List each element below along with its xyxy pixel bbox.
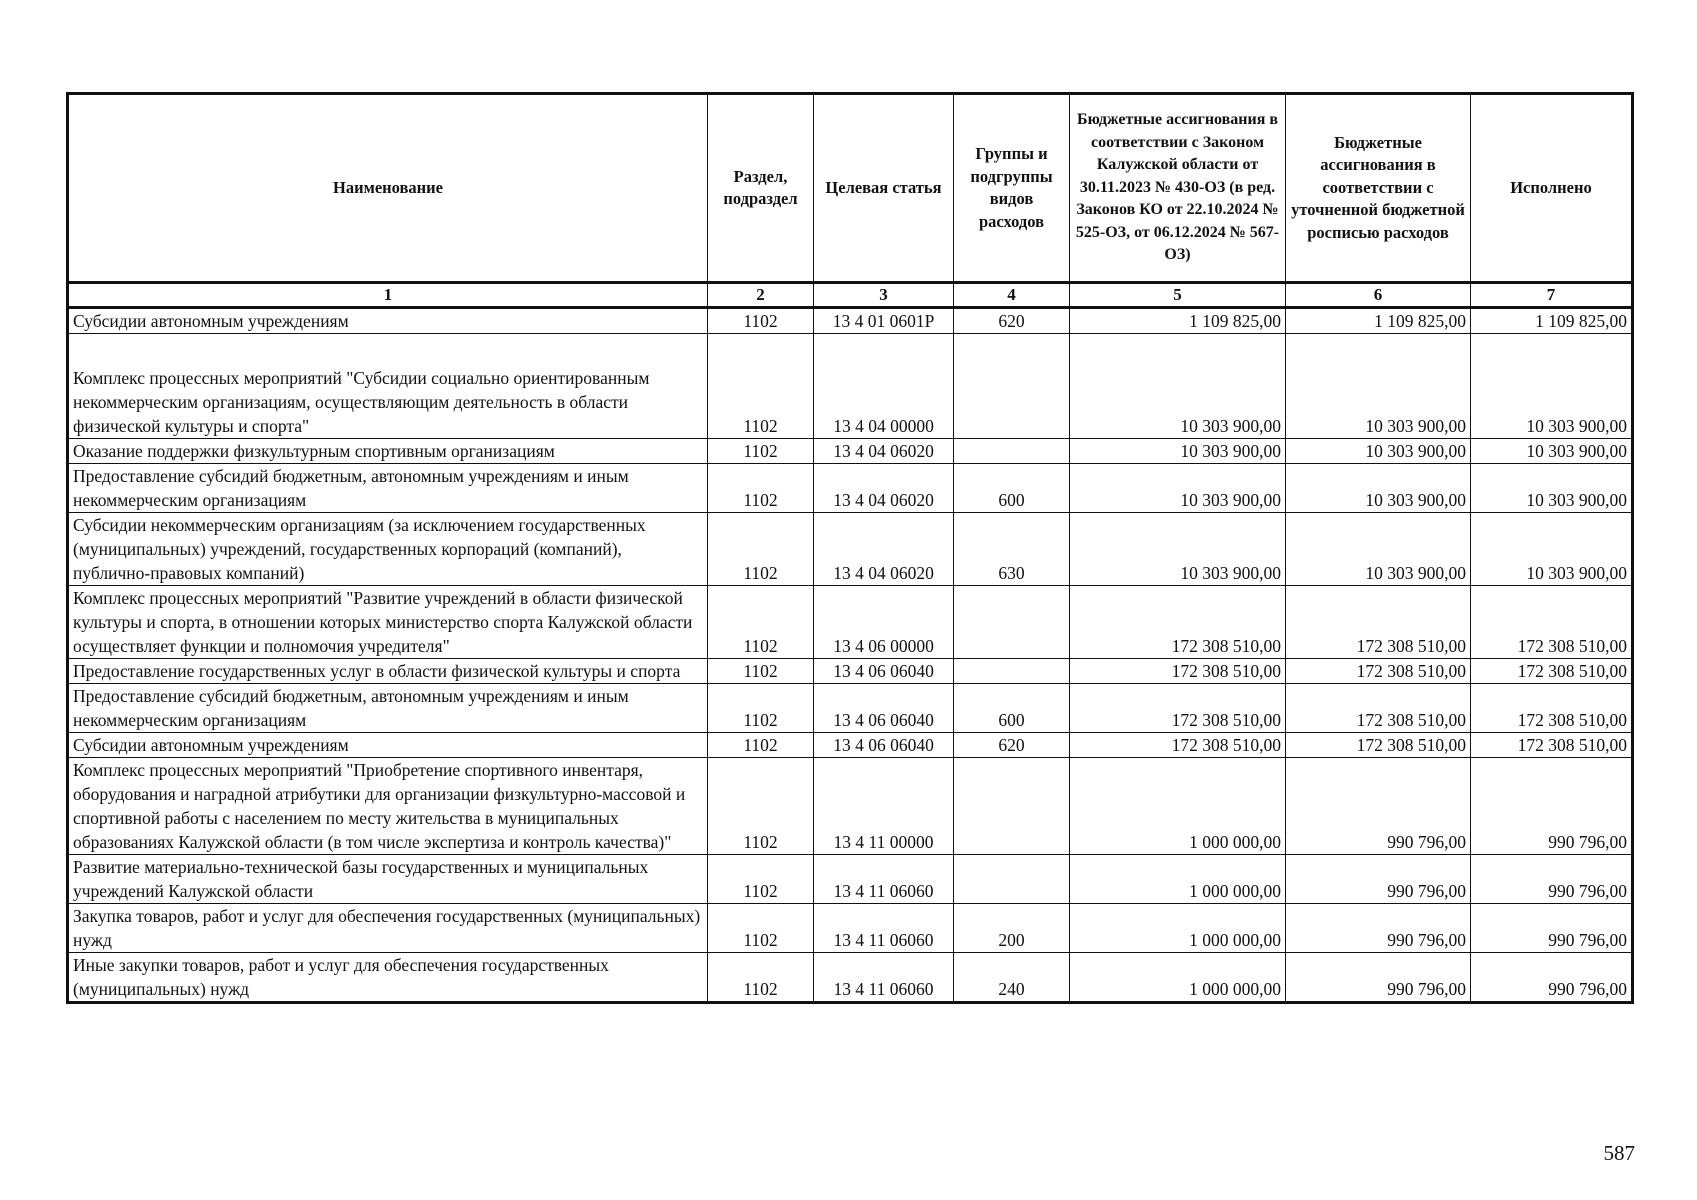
row-target: 13 4 04 06020 — [814, 513, 954, 586]
row-name: Предоставление субсидий бюджетным, автономным учреждениям и иным некоммерческим организациям — [68, 464, 708, 513]
row-name: Предоставление субсидий бюджетным, автономным учреждениям и иным некоммерческим организациям — [68, 684, 708, 733]
row-name: Комплекс процессных мероприятий "Субсидии социально ориентированным некоммерческим организациям, осуществляющим деятельность в области физической культуры и спорта" — [68, 334, 708, 439]
row-executed-amount: 10 303 900,00 — [1471, 439, 1633, 464]
table-row — [68, 586, 1633, 659]
row-section: 1102 — [708, 953, 814, 1003]
column-number: 1 — [68, 283, 708, 308]
row-schedule-amount: 172 308 510,00 — [1286, 684, 1471, 733]
row-law-amount: 10 303 900,00 — [1070, 464, 1286, 513]
column-number: 2 — [708, 283, 814, 308]
row-target: 13 4 06 00000 — [814, 586, 954, 659]
row-law-amount: 172 308 510,00 — [1070, 586, 1286, 659]
row-law-amount: 1 000 000,00 — [1070, 904, 1286, 953]
row-section: 1102 — [708, 464, 814, 513]
row-executed-amount: 10 303 900,00 — [1471, 513, 1633, 586]
row-schedule-amount: 10 303 900,00 — [1286, 334, 1471, 439]
row-group — [954, 586, 1070, 659]
row-target: 13 4 04 06020 — [814, 464, 954, 513]
row-name: Закупка товаров, работ и услуг для обеспечения государственных (муниципальных) нужд — [68, 904, 708, 953]
table-row — [68, 733, 1633, 758]
row-group — [954, 439, 1070, 464]
row-schedule-amount: 990 796,00 — [1286, 904, 1471, 953]
row-group: 630 — [954, 513, 1070, 586]
budget-table — [66, 92, 1634, 1004]
header-target: Целевая статья — [814, 94, 954, 283]
header-row — [68, 94, 1633, 283]
row-executed-amount: 990 796,00 — [1471, 904, 1633, 953]
row-executed-amount: 990 796,00 — [1471, 953, 1633, 1003]
table-row — [68, 904, 1633, 953]
table-row — [68, 334, 1633, 439]
row-law-amount: 172 308 510,00 — [1070, 684, 1286, 733]
row-section: 1102 — [708, 513, 814, 586]
row-section: 1102 — [708, 904, 814, 953]
row-executed-amount: 172 308 510,00 — [1471, 684, 1633, 733]
table-row — [68, 659, 1633, 684]
row-name: Комплекс процессных мероприятий "Приобретение спортивного инвентаря, оборудования и наградной атрибутики для организации физкультурно-массовой и спортивной работы с населением по месту жительства в муниципальных образованиях Калужской области (в том числе экспертиза и контроль качества)" — [68, 758, 708, 855]
row-group — [954, 659, 1070, 684]
row-executed-amount: 990 796,00 — [1471, 758, 1633, 855]
header-executed: Исполнено — [1471, 94, 1633, 283]
row-executed-amount: 10 303 900,00 — [1471, 334, 1633, 439]
row-name: Иные закупки товаров, работ и услуг для обеспечения государственных (муниципальных) нужд — [68, 953, 708, 1003]
row-law-amount: 1 000 000,00 — [1070, 758, 1286, 855]
row-section: 1102 — [708, 733, 814, 758]
row-schedule-amount: 10 303 900,00 — [1286, 439, 1471, 464]
table-row — [68, 513, 1633, 586]
header-schedule-allocations: Бюджетные ассигнования в соответствии с уточненной бюджетной росписью расходов — [1286, 94, 1471, 283]
column-number: 6 — [1286, 283, 1471, 308]
row-executed-amount: 172 308 510,00 — [1471, 586, 1633, 659]
row-name: Развитие материально-технической базы государственных и муниципальных учреждений Калужской области — [68, 855, 708, 904]
header-groups: Группы и подгруппы видов расходов — [954, 94, 1070, 283]
row-schedule-amount: 990 796,00 — [1286, 953, 1471, 1003]
row-group: 600 — [954, 684, 1070, 733]
row-target: 13 4 11 06060 — [814, 904, 954, 953]
budget-table-sheet — [66, 92, 1631, 1004]
row-group: 620 — [954, 308, 1070, 334]
row-target: 13 4 11 00000 — [814, 758, 954, 855]
row-schedule-amount: 1 109 825,00 — [1286, 308, 1471, 334]
row-target: 13 4 11 06060 — [814, 953, 954, 1003]
row-executed-amount: 10 303 900,00 — [1471, 464, 1633, 513]
row-law-amount: 10 303 900,00 — [1070, 439, 1286, 464]
table-row — [68, 855, 1633, 904]
row-section: 1102 — [708, 758, 814, 855]
row-group — [954, 334, 1070, 439]
table-row — [68, 684, 1633, 733]
row-schedule-amount: 172 308 510,00 — [1286, 659, 1471, 684]
page-number: 587 — [1603, 1141, 1635, 1165]
row-name: Субсидии автономным учреждениям — [68, 308, 708, 334]
row-target: 13 4 01 0601P — [814, 308, 954, 334]
row-target: 13 4 06 06040 — [814, 733, 954, 758]
table-row — [68, 758, 1633, 855]
row-schedule-amount: 172 308 510,00 — [1286, 733, 1471, 758]
column-number: 3 — [814, 283, 954, 308]
row-target: 13 4 06 06040 — [814, 684, 954, 733]
row-name: Оказание поддержки физкультурным спортивным организациям — [68, 439, 708, 464]
row-name: Комплекс процессных мероприятий "Развитие учреждений в области физической культуры и спорта, в отношении которых министерство спорта Калужской области осуществляет функции и полномочия учредителя" — [68, 586, 708, 659]
row-schedule-amount: 990 796,00 — [1286, 758, 1471, 855]
column-number: 7 — [1471, 283, 1633, 308]
row-name: Предоставление государственных услуг в области физической культуры и спорта — [68, 659, 708, 684]
row-law-amount: 10 303 900,00 — [1070, 513, 1286, 586]
row-section: 1102 — [708, 855, 814, 904]
row-section: 1102 — [708, 659, 814, 684]
row-group: 600 — [954, 464, 1070, 513]
header-law-allocations: Бюджетные ассигнования в соответствии с Законом Калужской области от 30.11.2023 № 430-ОЗ (в ред. Законов КО от 22.10.2024 № 525-ОЗ, от 06.12.2024 № 567-ОЗ) — [1070, 94, 1286, 283]
row-name: Субсидии автономным учреждениям — [68, 733, 708, 758]
row-target: 13 4 04 06020 — [814, 439, 954, 464]
row-executed-amount: 172 308 510,00 — [1471, 733, 1633, 758]
row-section: 1102 — [708, 439, 814, 464]
row-schedule-amount: 10 303 900,00 — [1286, 464, 1471, 513]
row-law-amount: 1 109 825,00 — [1070, 308, 1286, 334]
row-group: 200 — [954, 904, 1070, 953]
column-number: 4 — [954, 283, 1070, 308]
row-law-amount: 10 303 900,00 — [1070, 334, 1286, 439]
row-executed-amount: 172 308 510,00 — [1471, 659, 1633, 684]
row-law-amount: 172 308 510,00 — [1070, 733, 1286, 758]
row-law-amount: 1 000 000,00 — [1070, 953, 1286, 1003]
row-group: 240 — [954, 953, 1070, 1003]
row-name: Субсидии некоммерческим организациям (за исключением государственных (муниципальных) учреждений, государственных корпораций (компаний), публично-правовых компаний) — [68, 513, 708, 586]
row-section: 1102 — [708, 308, 814, 334]
table-row — [68, 308, 1633, 334]
row-executed-amount: 990 796,00 — [1471, 855, 1633, 904]
column-number-row — [68, 283, 1633, 308]
header-name: Наименование — [68, 94, 708, 283]
table-row — [68, 464, 1633, 513]
row-group — [954, 758, 1070, 855]
row-law-amount: 172 308 510,00 — [1070, 659, 1286, 684]
column-number: 5 — [1070, 283, 1286, 308]
row-section: 1102 — [708, 334, 814, 439]
row-target: 13 4 04 00000 — [814, 334, 954, 439]
row-section: 1102 — [708, 684, 814, 733]
row-section: 1102 — [708, 586, 814, 659]
row-group — [954, 855, 1070, 904]
row-group: 620 — [954, 733, 1070, 758]
row-target: 13 4 06 06040 — [814, 659, 954, 684]
row-schedule-amount: 172 308 510,00 — [1286, 586, 1471, 659]
row-schedule-amount: 10 303 900,00 — [1286, 513, 1471, 586]
header-section: Раздел, подраздел — [708, 94, 814, 283]
table-row — [68, 953, 1633, 1003]
row-executed-amount: 1 109 825,00 — [1471, 308, 1633, 334]
row-schedule-amount: 990 796,00 — [1286, 855, 1471, 904]
row-target: 13 4 11 06060 — [814, 855, 954, 904]
table-row — [68, 439, 1633, 464]
row-law-amount: 1 000 000,00 — [1070, 855, 1286, 904]
